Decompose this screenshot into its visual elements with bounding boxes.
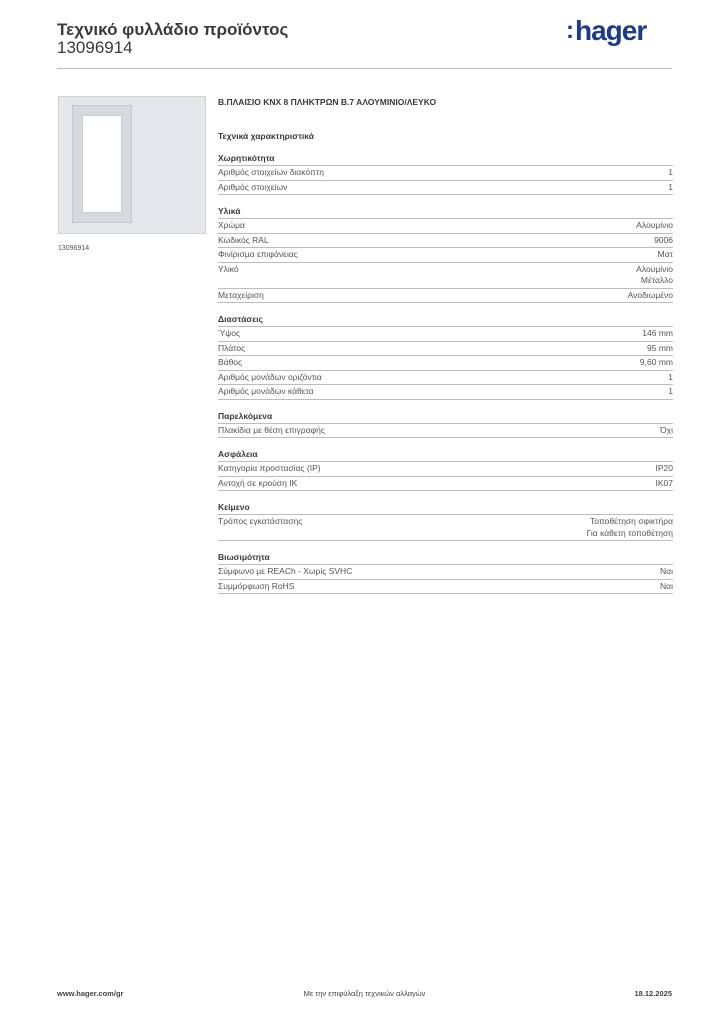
spec-row xyxy=(218,371,673,386)
spec-row xyxy=(218,515,673,541)
spec-row xyxy=(218,289,673,304)
spec-section-title: Χωρητικότητα xyxy=(218,152,673,166)
spec-value xyxy=(654,235,673,247)
spec-row xyxy=(218,234,673,249)
spec-value-line: IK07 xyxy=(655,477,673,488)
spec-value-line: 1 xyxy=(668,167,673,177)
spec-value-line: 1 xyxy=(668,371,673,382)
spec-section-title: Παρελκόμενα xyxy=(218,410,673,424)
spec-label: Τρόπος εγκατάστασης xyxy=(218,516,303,526)
frame-illustration xyxy=(72,105,132,223)
spec-row xyxy=(218,219,673,234)
spec-row xyxy=(218,342,673,357)
spec-content xyxy=(218,96,673,594)
spec-section xyxy=(218,205,673,303)
spec-value xyxy=(668,386,673,398)
spec-value-line: Αλουμίνιο xyxy=(636,263,673,274)
logo-dots: : xyxy=(566,17,574,44)
spec-section xyxy=(218,501,673,541)
spec-label: Αντοχή σε κρούση IK xyxy=(218,477,298,488)
spec-value xyxy=(668,167,673,179)
spec-value xyxy=(636,264,673,287)
spec-row xyxy=(218,166,673,181)
spec-value-line: Ανοδιωμένο xyxy=(627,289,673,300)
frame-window xyxy=(82,115,122,213)
spec-value-line: 146 mm xyxy=(642,328,673,338)
spec-value-line: Για κάθετη τοποθέτηση xyxy=(586,527,673,538)
spec-value xyxy=(660,566,673,578)
footer-date: 18.12.2025 xyxy=(634,989,672,998)
spec-value xyxy=(658,249,673,261)
spec-section xyxy=(218,313,673,400)
spec-label: Αριθμός μονάδων οριζόντια xyxy=(218,371,322,382)
spec-value xyxy=(628,290,673,302)
spec-row xyxy=(218,181,673,196)
spec-value-line: 9006 xyxy=(654,234,673,245)
spec-value xyxy=(668,182,673,194)
spec-row xyxy=(218,356,673,371)
spec-value-line: Μέταλλο xyxy=(640,275,673,285)
spec-row xyxy=(218,263,673,289)
spec-label: Πλακίδια με θέση επιγραφής xyxy=(218,424,325,435)
spec-section-title: Υλικά xyxy=(218,205,673,219)
spec-value xyxy=(660,581,673,593)
footer-note: Με την επιφύλαξη τεχνικών αλλαγών xyxy=(303,989,426,998)
section-heading: Τεχνικά χαρακτηριστικά xyxy=(218,131,314,141)
header-divider xyxy=(57,68,672,69)
spec-label: Βάθος xyxy=(218,357,243,367)
hager-logo xyxy=(566,16,646,46)
spec-label: Αριθμός στοιχείων xyxy=(218,181,288,192)
spec-value xyxy=(640,357,673,369)
spec-value-line: Ναι xyxy=(660,566,673,576)
product-image xyxy=(58,96,206,234)
spec-value xyxy=(587,516,673,539)
spec-value xyxy=(642,328,673,340)
spec-value xyxy=(656,463,674,475)
spec-section xyxy=(218,152,673,195)
spec-row xyxy=(218,327,673,342)
spec-label: Σύμφωνο με REACh - Χωρίς SVHC xyxy=(218,566,353,576)
product-title: Β.ΠΛΑΙΣΙΟ ΚΝΧ 8 ΠΛΗΚΤΡΩΝ Β.7 ΑΛΟΥΜΙΝΙΟ/ΛΕΥΚΟ xyxy=(218,97,437,107)
spec-label: Πλάτος xyxy=(218,342,246,353)
spec-label: Κατηγορία προστασίας (IP) xyxy=(218,463,321,473)
spec-value-line: 9,60 mm xyxy=(639,357,673,367)
spec-value xyxy=(656,478,674,490)
page-title: Τεχνικό φυλλάδιο προϊόντος xyxy=(57,20,289,39)
spec-value xyxy=(636,220,673,232)
footer-website[interactable]: www.hager.com/gr xyxy=(57,989,124,998)
spec-row xyxy=(218,424,673,439)
spec-value-line: Όχι xyxy=(660,424,673,435)
spec-label: Συμμόρφωση RoHS xyxy=(218,580,295,591)
spec-value-line: 1 xyxy=(668,181,673,192)
spec-section xyxy=(218,551,673,594)
spec-label: Ύψος xyxy=(218,328,241,338)
spec-value xyxy=(647,343,673,355)
spec-section-title: Βιωσιμότητα xyxy=(218,551,673,565)
spec-value xyxy=(660,425,673,437)
spec-label: Υλικό xyxy=(218,263,239,274)
spec-value-line: IP20 xyxy=(655,463,673,473)
spec-value xyxy=(668,372,673,384)
spec-label: Κωδικός RAL xyxy=(218,234,269,245)
spec-section-title: Διαστάσεις xyxy=(218,313,673,327)
product-code: 13096914 xyxy=(57,38,133,57)
spec-row xyxy=(218,565,673,580)
spec-value-line: 1 xyxy=(668,386,673,396)
spec-row xyxy=(218,248,673,263)
spec-label: Αριθμός στοιχείων διακόπτη xyxy=(218,167,324,177)
spec-section-title: Ασφάλεια xyxy=(218,448,673,462)
image-caption: 13096914 xyxy=(58,245,90,252)
spec-label: Φινίρισμα επιφάνειας xyxy=(218,249,298,259)
spec-section xyxy=(218,410,673,439)
spec-label: Χρώμα xyxy=(218,220,245,230)
spec-label: Μεταχείριση xyxy=(218,289,264,300)
spec-row xyxy=(218,462,673,477)
spec-section-title: Κείμενο xyxy=(218,501,673,515)
spec-value-line: Ναι xyxy=(660,580,673,591)
spec-value-line: 95 mm xyxy=(647,342,673,353)
spec-value-line: Αλουμίνιο xyxy=(636,220,673,230)
spec-row xyxy=(218,580,673,595)
logo-text: hager xyxy=(575,15,647,46)
spec-groups xyxy=(218,152,673,594)
spec-value-line: Ματ xyxy=(657,249,673,259)
spec-label: Αριθμός μονάδων κάθετα xyxy=(218,386,314,396)
spec-section xyxy=(218,448,673,491)
spec-value-line: Τοποθέτηση σφικτήρα xyxy=(589,516,673,526)
spec-row xyxy=(218,477,673,492)
spec-row xyxy=(218,385,673,400)
